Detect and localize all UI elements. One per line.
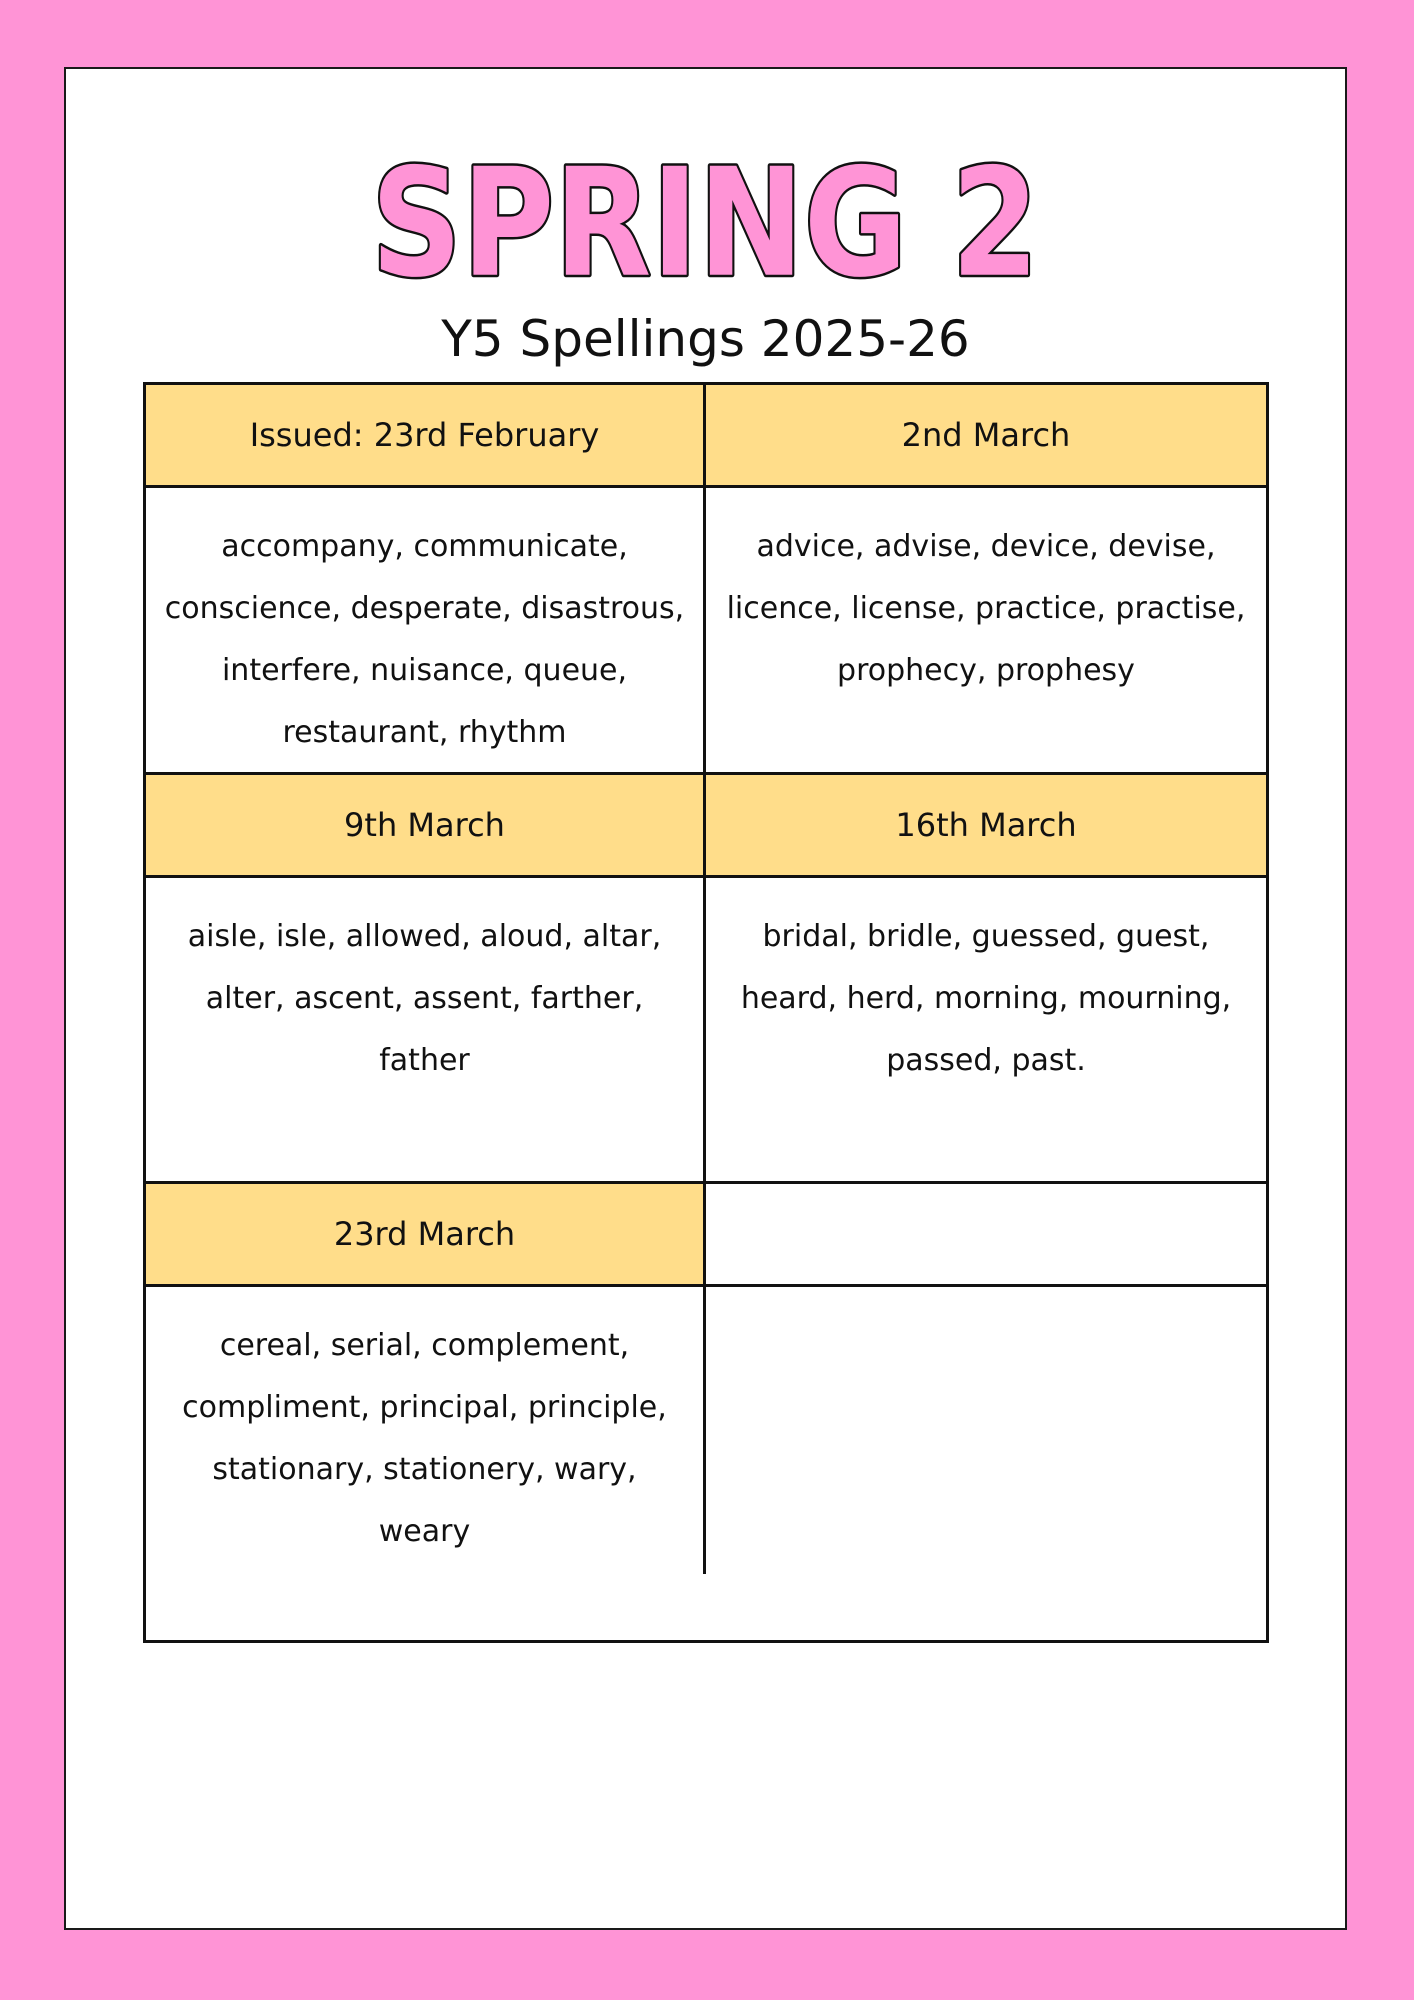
- week-4-words: [706, 878, 1266, 1184]
- spellings-table: [143, 382, 1269, 1643]
- week-4-header: 16th March: [706, 775, 1266, 878]
- week-1-words: [146, 488, 706, 775]
- week-3-words-text: aisle, isle, allowed, aloud, altar, alter, ascent, assent, farther, father: [187, 919, 662, 1078]
- subtitle: Y5 Spellings 2025-26: [441, 310, 970, 368]
- week-1-words-text: accompany, communicate, conscience, desperate, disastrous, interfere, nuisance, queue, restaurant, rhythm: [164, 529, 685, 750]
- title-graphic: [66, 125, 1345, 295]
- week-5-words: [146, 1287, 706, 1574]
- week-3-words: [146, 878, 706, 1184]
- week-5-header: 23rd March: [146, 1184, 706, 1287]
- title: SPRING 2: [371, 136, 1039, 295]
- week-2-words: [706, 488, 1266, 775]
- week-1-header: Issued: 23rd February: [146, 385, 706, 488]
- empty-words-cell: [706, 1287, 1266, 1574]
- week-5-words-text: cereal, serial, complement, compliment, principal, principle, stationary, stationery, wary, weary: [182, 1328, 667, 1549]
- week-4-words-text: bridal, bridle, guessed, guest, heard, herd, morning, mourning, passed, past.: [740, 919, 1232, 1078]
- title-banner: [66, 125, 1345, 295]
- spellings-sheet: [64, 67, 1347, 1930]
- week-2-header: 2nd March: [706, 385, 1266, 488]
- week-2-words-text: advice, advise, device, devise, licence, license, practice, practise, prophecy, prophesy: [726, 529, 1246, 688]
- week-3-header: 9th March: [146, 775, 706, 878]
- empty-header-cell: [706, 1184, 1266, 1287]
